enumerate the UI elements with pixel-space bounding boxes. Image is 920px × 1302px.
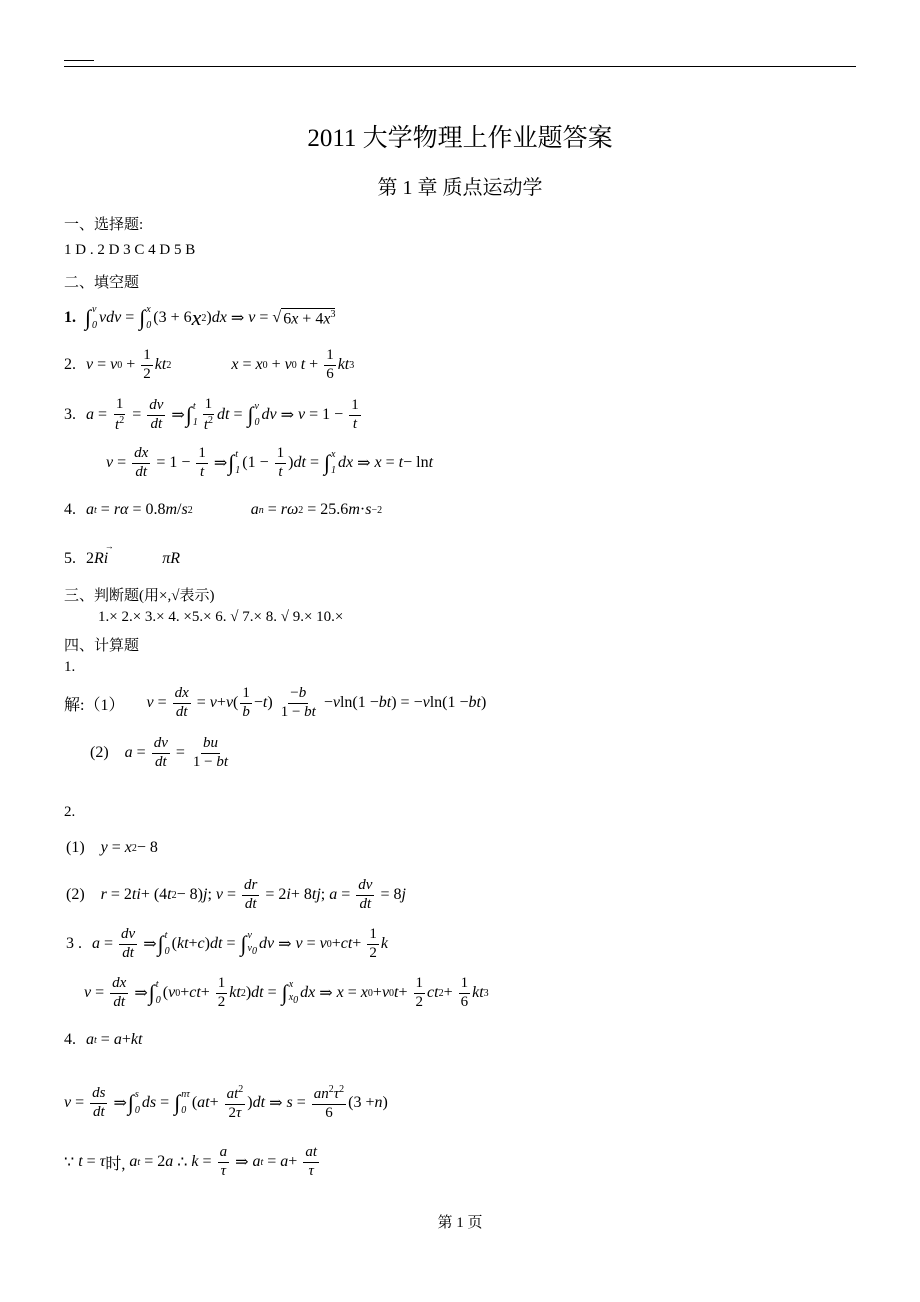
calc-1-part-2: (2) a = $\frac{dv}{dt}$ = $\frac{bu}{1 - bt}$ [90,735,229,770]
chapter-heading: 第 1 章 质点运动学 [377,177,543,199]
calc-problem-2-label: 2. [64,804,76,820]
calc-2-part-2-label: (2) [66,886,85,903]
document-title: 2011 大学物理上作业题答案 [307,125,613,152]
fill-answer-3a: 3. a = $\frac{1}{t^2}$ = $\frac{dv}{dt}$ ⇒ ∫ t 1 $\frac{1}{t^2}$ dt = ∫ v 0 dv ⇒ v = 1 − $\frac{1}{t}$ [64,396,359,433]
section-calc-heading: 四、计算题 [64,638,140,654]
fill-answer-5: 5. 2 R i → πR [64,541,181,567]
calc-4-line-1: 4. a t = a + kt [64,1031,143,1048]
header-rule [64,66,856,67]
calc-problem-1-label: 1. [64,659,76,675]
fill-answer-2: 2. v = v 0 + $\frac{1}{2}$ kt 2 x = x 0 + v 0 t + $\frac{1}{6}$ kt 3 [64,347,355,382]
calc-4-line-2: v = $\frac{ds}{dt}$ ⇒ ∫ s 0 ds = ∫ nτ 0 ( at + $\frac{at^2}{2\tau}$ ) dt ⇒ s = $\frac{an^2\tau^2}{6}$ (3 + n ) [64,1084,388,1121]
header-short-rule [64,60,94,61]
fill-answer-1: 1. ∫ v 0 vdv = ∫ x 0 (3 + 6 x 2 ) dx ⇒ v = √ $6x + 4x^3$ [64,304,336,331]
choice-answers: 1 D . 2 D 3 C 4 D 5 B [64,242,196,258]
section-choice-heading: 一、选择题: [64,217,144,233]
calc-3-line-1: 3 . a = $\frac{dv}{dt}$ ⇒ ∫ t 0 ( kt + c ) dt = ∫ v $v_0$ dv ⇒ v = v 0 + ct + $\frac{1}{2}$ k [66,926,388,961]
fill-answer-3b: v = $\frac{dx}{dt}$ = 1 − $\frac{1}{t}$ ⇒ ∫ t 1 (1 − $\frac{1}{t}$ ) dt = ∫ x 1 dx ⇒ x = t − ln t [106,445,434,480]
section-judge-heading: 三、判断题(用×,√表示) [64,588,215,604]
judge-answers: 1.× 2.× 3.× 4. ×5.× 6. √ 7.× 8. √ 9.× 10.× [98,609,344,625]
page-number: 第 1 页 [437,1215,483,1231]
calc-2-part-2: (2) r = 2 ti + (4 t 2 − 8) j ; v = $\frac{dr}{dt}$ = 2 i + 8 tj ; a = $\frac{dv}{dt}$ = 8 j [66,877,406,912]
calc-1-part-2-label: (2) [90,744,109,761]
calc-2-part-1: (1) y = x 2 − 8 [66,839,158,856]
fill-answer-4: 4. a t = rα = 0.8 m / s 2 a n = rω 2 = 25.6 m · s −2 [64,501,383,518]
calc-1-solution-prefix: 解:（1） [64,696,125,714]
calc-3-line-2: v = $\frac{dx}{dt}$ ⇒ ∫ t 0 ( v 0 + ct + $\frac{1}{2}$ kt 2 ) dt = ∫ x $x_0$ dx ⇒ x = x 0 + v 0 t + $\frac{1}{2}$ ct 2 + $\frac{1}{6}$ kt 3 [84,975,489,1010]
calc-2-part-1-label: (1) [66,839,85,856]
calc-1-part-1: 解:（1） v = $\frac{dx}{dt}$ = v + v ( $\frac{1}{b}$ − t ) $\frac{-b}{1 - bt}$ − v ln(1 − bt ) = − v ln(1 − bt ) [64,685,487,720]
calc-4-line-3: ∵ t = τ 时, a t = 2 a ∴ k = $\frac{a}{\tau}$ ⇒ a t = a + $\frac{at}{\tau}$ [64,1144,317,1179]
section-fill-heading: 二、填空题 [64,275,140,291]
